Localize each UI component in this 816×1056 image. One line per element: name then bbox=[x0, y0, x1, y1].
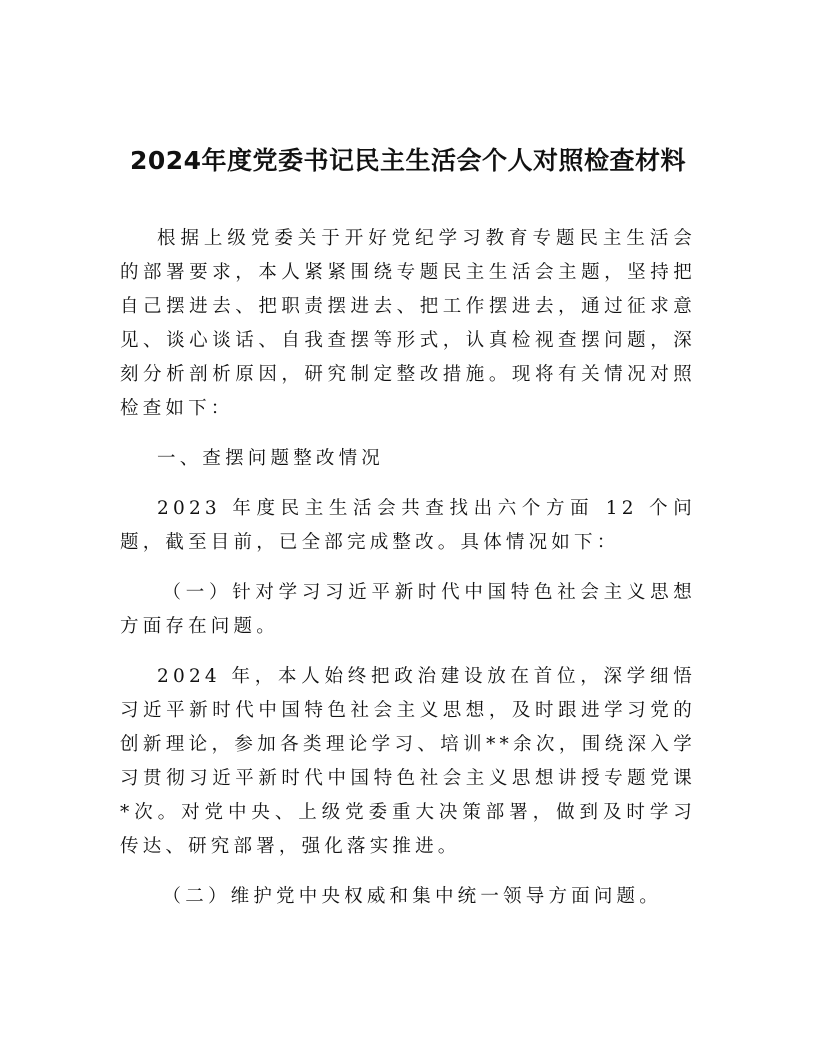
section-1-paragraph: 2023 年度民主生活会共查找出六个方面 12 个问题，截至目前，已全部完成整改。具体情况如下： bbox=[120, 498, 696, 553]
intro-paragraph: 根据上级党委关于开好党纪学习教育专题民主生活会的部署要求，本人紧紧围绕专题民主生活会主题，坚持把自己摆进去、把职责摆进去、把工作摆进去，通过征求意见、谈心谈话、自我查摆等形式，认真检视查摆问题，深刻分析剖析原因，研究制定整改措施。现将有关情况对照检查如下： bbox=[120, 228, 696, 419]
document-body bbox=[120, 222, 696, 930]
document-title: 2024年度党委书记民主生活会个人对照检查材料 bbox=[129, 146, 687, 175]
subsection-heading-1: （一）针对学习习近平新时代中国特色社会主义思想方面存在问题。 bbox=[120, 582, 696, 637]
subsection-heading-2: （二）维护党中央权威和集中统一领导方面问题。 bbox=[162, 886, 662, 907]
subsection-1-paragraph: 2024 年，本人始终把政治建设放在首位，深学细悟习近平新时代中国特色社会主义思想，及时跟进学习党的创新理论，参加各类理论学习、培训**余次，围绕深入学习贯彻习近平新时代中国特色社会主义思想讲授专题党课*次。对党中央、上级党委重大决策部署，做到及时学习传达、研究部署，强化落实推进。 bbox=[120, 666, 696, 857]
section-heading-1: 一、查摆问题整改情况 bbox=[157, 448, 385, 469]
